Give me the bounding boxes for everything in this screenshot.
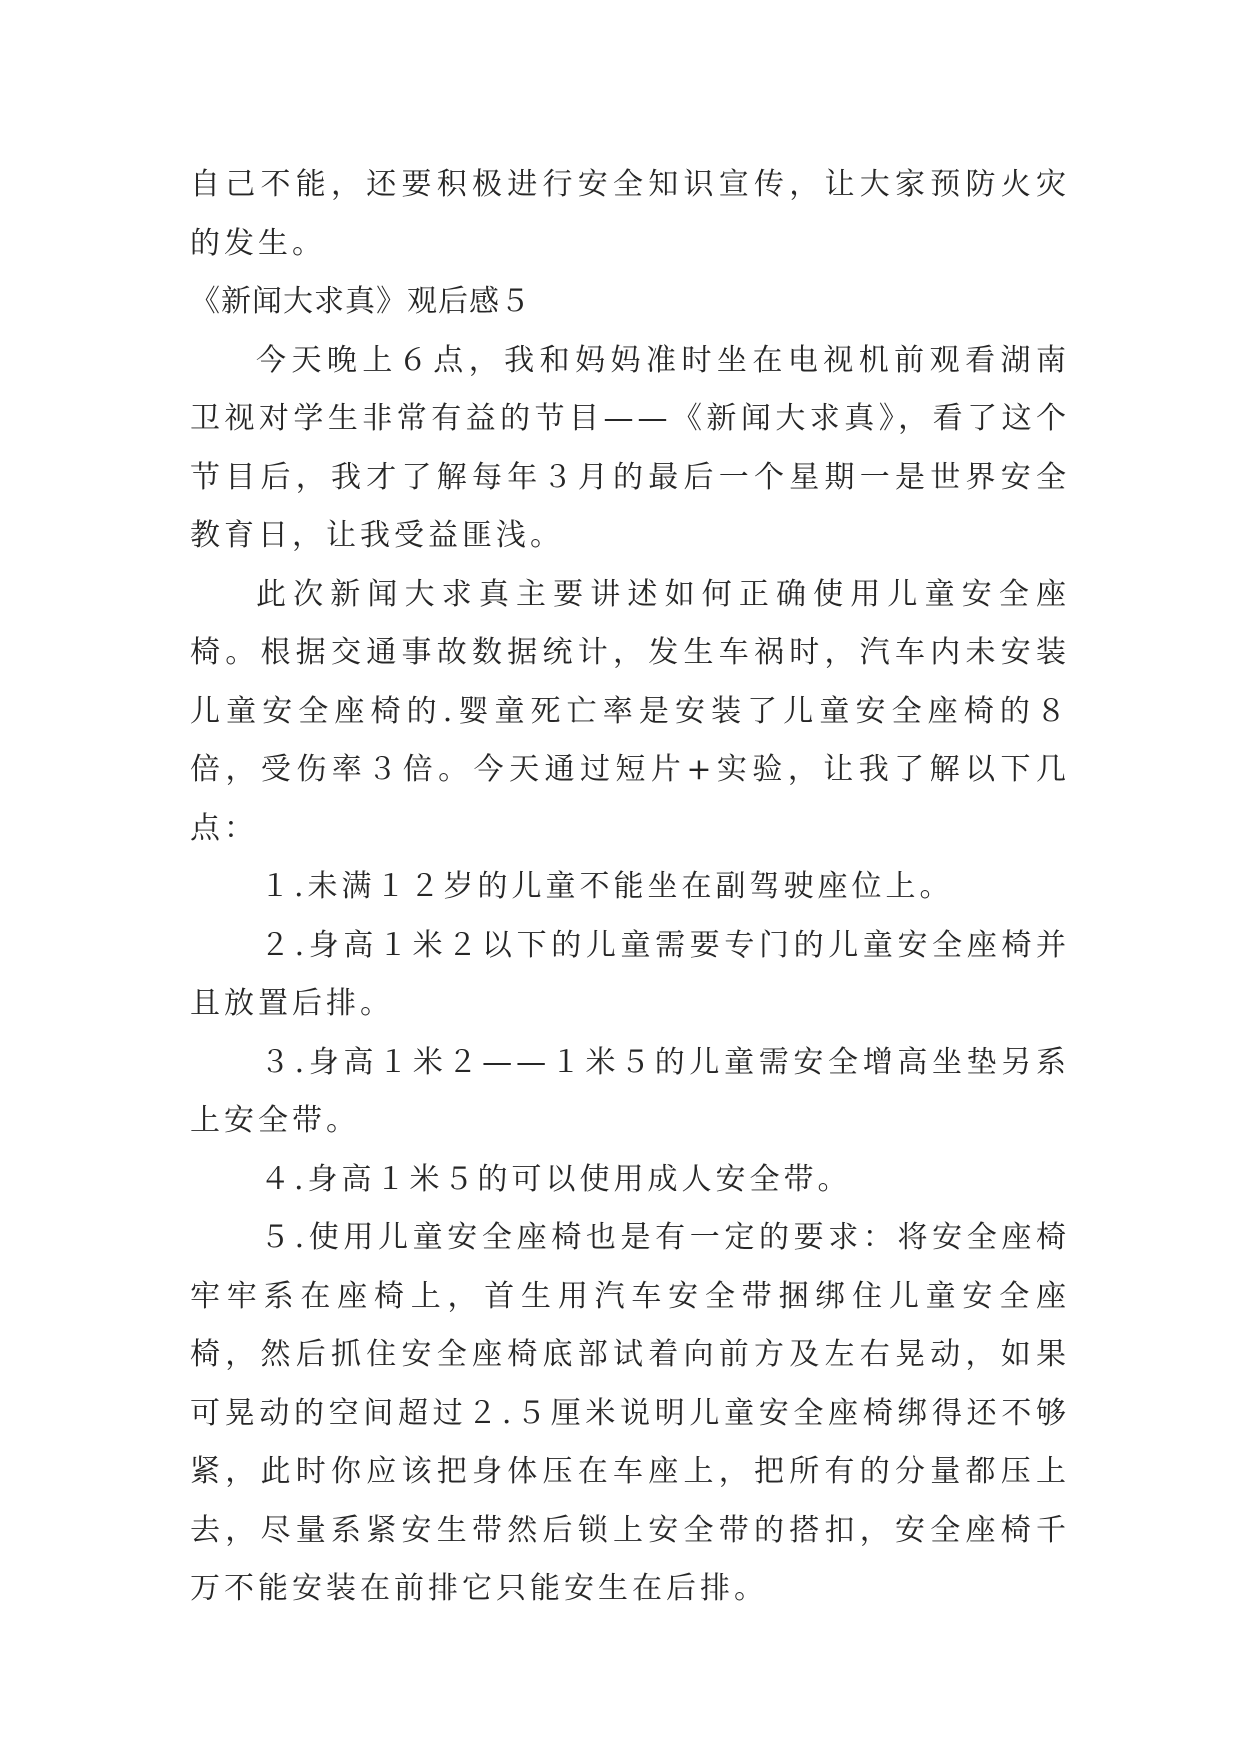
continuation-paragraph: 自己不能，还要积极进行安全知识宣传，让大家预防火灾的发生。 xyxy=(190,167,1070,261)
section-title: 《新闻大求真》观后感５ xyxy=(190,284,531,319)
list-item-2: ２.身高１米２以下的儿童需要专门的儿童安全座椅并且放置后排。 xyxy=(190,927,1070,1021)
summary-paragraph: 此次新闻大求真主要讲述如何正确使用儿童安全座椅。根据交通事故数据统计，发生车祸时，汽车内未安装儿童安全座椅的.婴童死亡率是安装了儿童安全座椅的８倍，受伤率３倍。今天通过短片+实验，让我了解以下几点： xyxy=(190,576,1070,846)
list-item-1: １.未满１２岁的儿童不能坐在副驾驶座位上。 xyxy=(260,869,954,904)
list-item-3: ３.身高１米２——１米５的儿童需安全增高坐垫另系上安全带。 xyxy=(190,1044,1070,1138)
list-item-5: ５.使用儿童安全座椅也是有一定的要求：将安全座椅牢牢系在座椅上，首生用汽车安全带捆绑住儿童安全座椅，然后抓住安全座椅底部试着向前方及左右晃动，如果可晃动的空间超过２.５厘米说明儿童安全座椅绑得还不够紧，此时你应该把身体压在车座上，把所有的分量都压上去，尽量系紧安生带然后锁上安全带的搭扣，安全座椅千万不能安装在前排它只能安生在后排。 xyxy=(190,1220,1070,1606)
intro-paragraph: 今天晚上６点，我和妈妈准时坐在电视机前观看湖南卫视对学生非常有益的节目——《新闻大求真》，看了这个节目后，我才了解每年３月的最后一个星期一是世界安全教育日，让我受益匪浅。 xyxy=(190,342,1070,553)
document-body xyxy=(190,156,1070,1619)
list-item-4: ４.身高１米５的可以使用成人安全带。 xyxy=(260,1161,852,1197)
